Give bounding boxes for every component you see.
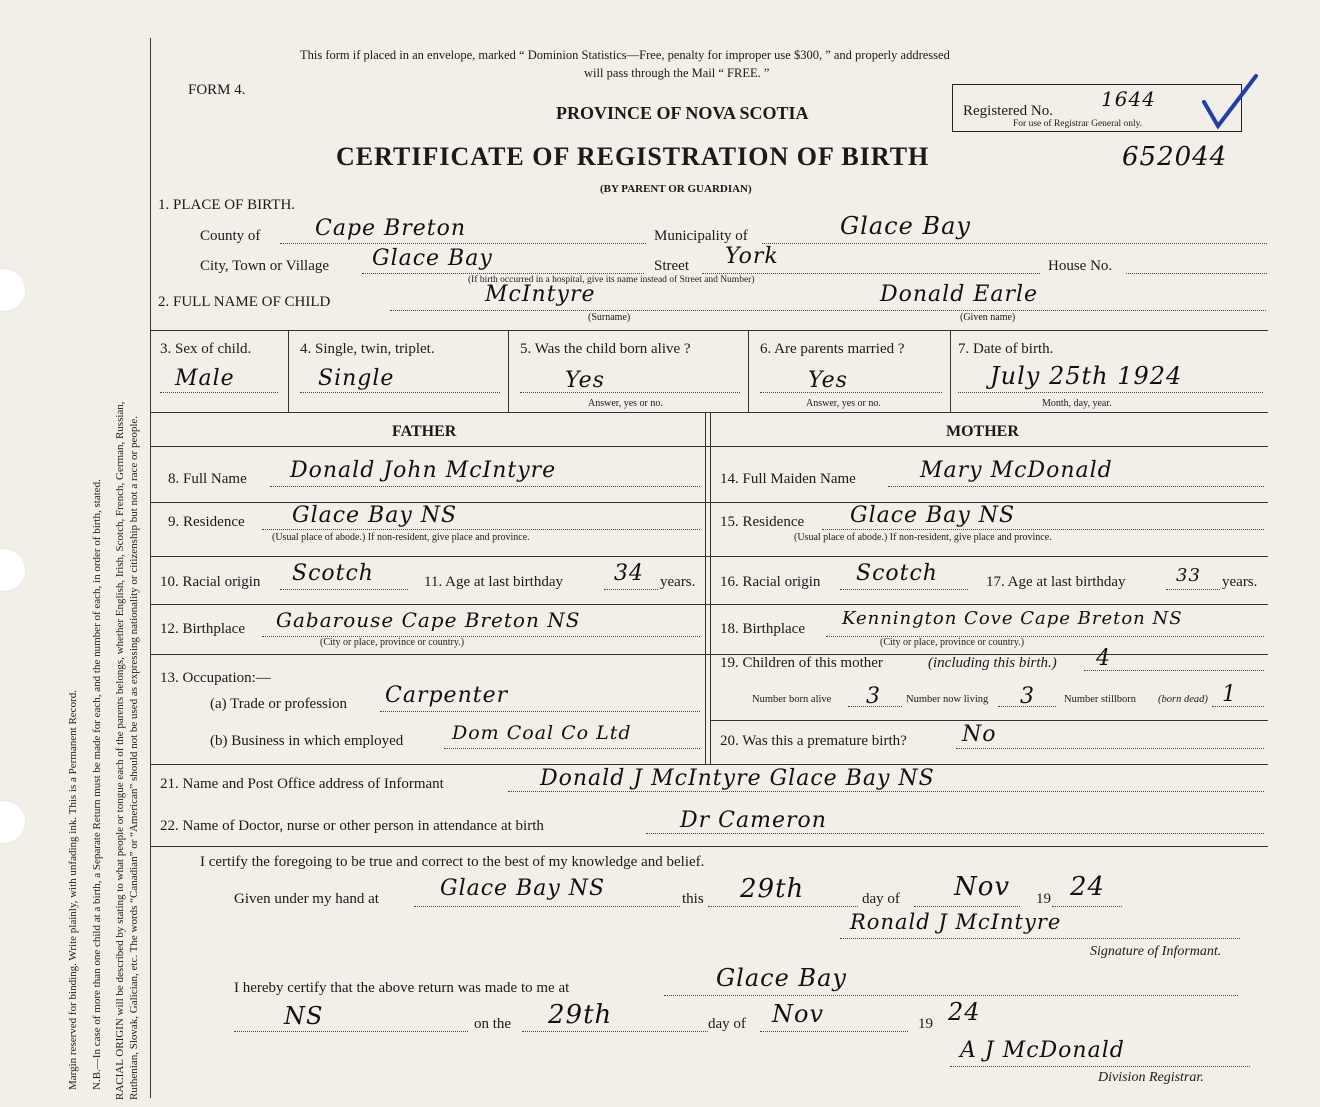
born-alive-label: 5. Was the child born alive ? xyxy=(520,341,691,357)
date-of-birth-label: 7. Date of birth. xyxy=(958,341,1054,357)
certify-day-of-label: day of xyxy=(862,891,900,907)
father-age-value: 34 xyxy=(614,561,644,586)
mother-name-value: Mary McDonald xyxy=(920,458,1113,483)
city-label: City, Town or Village xyxy=(200,258,330,274)
registrar-year-prefix: 19 xyxy=(918,1016,933,1032)
date-of-birth-value: July 25th 1924 xyxy=(990,362,1183,390)
registrar-place2-value: NS xyxy=(284,1002,324,1030)
margin-note-racial-origin: RACIAL ORIGIN will be described by stating to what people or tongue each of the parents belongs, whether English, Irish, Scotch, French, German, Russian, xyxy=(114,401,126,1100)
father-abode-note: (Usual place of abode.) If non-resident, give place and province. xyxy=(272,532,530,543)
father-birthplace-label: 12. Birthplace xyxy=(160,621,245,637)
informant-signature: Ronald J McIntyre xyxy=(850,910,1062,934)
premature-label: 20. Was this a premature birth? xyxy=(720,733,907,749)
mother-racial-label: 16. Racial origin xyxy=(720,574,821,590)
mother-name-label: 14. Full Maiden Name xyxy=(720,471,856,487)
this-label: this xyxy=(682,891,704,907)
father-years-label: years. xyxy=(660,574,696,590)
registrar-signature-label: Division Registrar. xyxy=(1098,1070,1204,1085)
registrar-day-value: 29th xyxy=(548,1000,613,1030)
registrar-statement: I hereby certify that the above return was made to me at xyxy=(234,980,570,996)
doctor-label: 22. Name of Doctor, nurse or other person in attendance at birth xyxy=(160,818,544,834)
born-alive-value: Yes xyxy=(565,368,605,393)
child-surname: McIntyre xyxy=(485,282,596,307)
parents-married-label: 6. Are parents married ? xyxy=(760,341,905,357)
single-label: 4. Single, twin, triplet. xyxy=(300,341,435,357)
stillborn-note: (born dead) xyxy=(1158,694,1208,705)
certify-year-prefix: 19 xyxy=(1036,891,1051,907)
father-racial-label: 10. Racial origin xyxy=(160,574,261,590)
child-given-name: Donald Earle xyxy=(880,282,1039,307)
province-heading: PROVINCE OF NOVA SCOTIA xyxy=(556,103,809,123)
registrar-note: For use of Registrar General only. xyxy=(1013,119,1143,129)
sex-label: 3. Sex of child. xyxy=(160,341,252,357)
mother-residence-label: 15. Residence xyxy=(720,514,805,530)
mother-racial-value: Scotch xyxy=(856,561,938,586)
doctor-value: Dr Cameron xyxy=(680,808,827,833)
house-no-label: House No. xyxy=(1048,258,1113,274)
now-living-value: 3 xyxy=(1020,684,1035,709)
given-place-value: Glace Bay NS xyxy=(440,876,606,901)
mail-notice-line-1: This form if placed in an envelope, marked “ Dominion Statistics—Free, penalty for improper use $300, ” and properly addressed xyxy=(300,48,950,62)
born-alive-answer-note: Answer, yes or no. xyxy=(588,398,663,409)
certify-statement: I certify the foregoing to be true and correct to the best of my knowledge and belief. xyxy=(200,854,705,870)
trade-value: Carpenter xyxy=(385,683,509,708)
county-value: Cape Breton xyxy=(315,216,467,241)
county-label: County of xyxy=(200,228,261,244)
registered-no-box xyxy=(952,84,1242,132)
margin-note-nationality: Ruthenian, Slovak, Galician, etc. The words “Canadian” or “American” should not be used as expressing nationality or citizenship but not a race or people. xyxy=(128,415,140,1100)
born-alive-count-value: 3 xyxy=(866,684,881,709)
father-name-value: Donald John McIntyre xyxy=(290,458,557,483)
children-value: 4 xyxy=(1096,646,1111,671)
father-racial-value: Scotch xyxy=(292,561,374,586)
children-note: (including this birth.) xyxy=(928,655,1057,671)
stamp-number: 652044 xyxy=(1122,142,1228,172)
business-value: Dom Coal Co Ltd xyxy=(452,722,632,744)
single-value: Single xyxy=(318,366,395,391)
place-of-birth-label: 1. PLACE OF BIRTH. xyxy=(158,197,296,213)
street-value: York xyxy=(725,244,779,269)
date-of-birth-note: Month, day, year. xyxy=(1042,398,1112,409)
registrar-year-value: 24 xyxy=(948,998,981,1026)
mother-birthplace-value: Kennington Cove Cape Breton NS xyxy=(842,608,1183,629)
informant-value: Donald J McIntyre Glace Bay NS xyxy=(540,766,935,791)
page-title: CERTIFICATE OF REGISTRATION OF BIRTH xyxy=(336,142,930,171)
father-name-label: 8. Full Name xyxy=(168,471,247,487)
stillborn-label: Number stillborn xyxy=(1064,694,1137,705)
surname-note: (Surname) xyxy=(588,312,631,323)
mail-notice-line-2: will pass through the Mail “ FREE. ” xyxy=(584,66,770,80)
parents-married-answer-note: Answer, yes or no. xyxy=(806,398,881,409)
certify-year-value: 24 xyxy=(1070,872,1106,902)
mother-abode-note: (Usual place of abode.) If non-resident, give place and province. xyxy=(794,532,1052,543)
registrar-month-value: Nov xyxy=(772,1000,825,1028)
father-residence-label: 9. Residence xyxy=(168,514,245,530)
registrar-day-of-label: day of xyxy=(708,1016,746,1032)
children-label: 19. Children of this mother xyxy=(720,655,883,671)
certify-day-value: 29th xyxy=(740,874,805,904)
parents-married-value: Yes xyxy=(808,368,848,393)
given-under-hand-label: Given under my hand at xyxy=(234,891,379,907)
business-label: (b) Business in which employed xyxy=(210,733,404,749)
father-age-label: 11. Age at last birthday xyxy=(424,574,563,590)
hospital-note: (If birth occurred in a hospital, give its name instead of Street and Number) xyxy=(468,275,755,285)
punch-hole-bottom xyxy=(0,800,26,844)
registrar-on-the-label: on the xyxy=(474,1016,512,1032)
margin-note-binding: Margin reserved for binding. Write plainly, with unfading ink. This is a Permanent Record. xyxy=(67,690,79,1090)
given-name-note: (Given name) xyxy=(960,312,1016,323)
punch-hole-middle xyxy=(0,548,26,592)
child-name-label: 2. FULL NAME OF CHILD xyxy=(158,294,331,310)
municipality-value: Glace Bay xyxy=(840,212,971,240)
premature-value: No xyxy=(962,722,997,747)
municipality-label: Municipality of xyxy=(654,228,748,244)
mother-heading: MOTHER xyxy=(946,423,1019,440)
registrar-signature: A J McDonald xyxy=(960,1038,1125,1063)
mother-residence-value: Glace Bay NS xyxy=(850,503,1016,528)
city-value: Glace Bay xyxy=(372,246,493,271)
trade-label: (a) Trade or profession xyxy=(210,696,348,712)
check-mark-icon xyxy=(1200,72,1260,132)
father-birthplace-value: Gabarouse Cape Breton NS xyxy=(276,608,581,632)
mother-city-note: (City or place, province or country.) xyxy=(880,637,1025,648)
registrar-place-value: Glace Bay xyxy=(716,964,847,992)
sex-value: Male xyxy=(175,366,235,391)
mother-years-label: years. xyxy=(1222,574,1258,590)
mother-birthplace-label: 18. Birthplace xyxy=(720,621,805,637)
certify-month-value: Nov xyxy=(954,872,1011,902)
page-subtitle: (BY PARENT OR GUARDIAN) xyxy=(600,183,752,195)
father-city-note: (City or place, province or country.) xyxy=(320,637,465,648)
stillborn-value: 1 xyxy=(1222,682,1237,707)
margin-rule xyxy=(150,38,151,1098)
punch-hole-top xyxy=(0,268,26,312)
mother-age-value: 33 xyxy=(1176,565,1201,586)
informant-label: 21. Name and Post Office address of Informant xyxy=(160,776,444,792)
occupation-label: 13. Occupation:— xyxy=(160,670,271,686)
informant-signature-label: Signature of Informant. xyxy=(1090,944,1222,959)
father-heading: FATHER xyxy=(392,423,457,440)
margin-note-multiple-births: N.B.—In case of more than one child at a birth, a Separate Return must be made for each, and the number of each, in order of birth, stated. xyxy=(91,479,103,1090)
now-living-label: Number now living xyxy=(906,694,989,705)
registered-no-label: Registered No. xyxy=(963,103,1053,119)
street-label: Street xyxy=(654,258,689,274)
father-residence-value: Glace Bay NS xyxy=(292,503,458,528)
form-number: FORM 4. xyxy=(188,82,246,98)
mother-age-label: 17. Age at last birthday xyxy=(986,574,1126,590)
registered-no-value: 1644 xyxy=(1101,87,1156,111)
born-alive-count-label: Number born alive xyxy=(752,694,832,705)
